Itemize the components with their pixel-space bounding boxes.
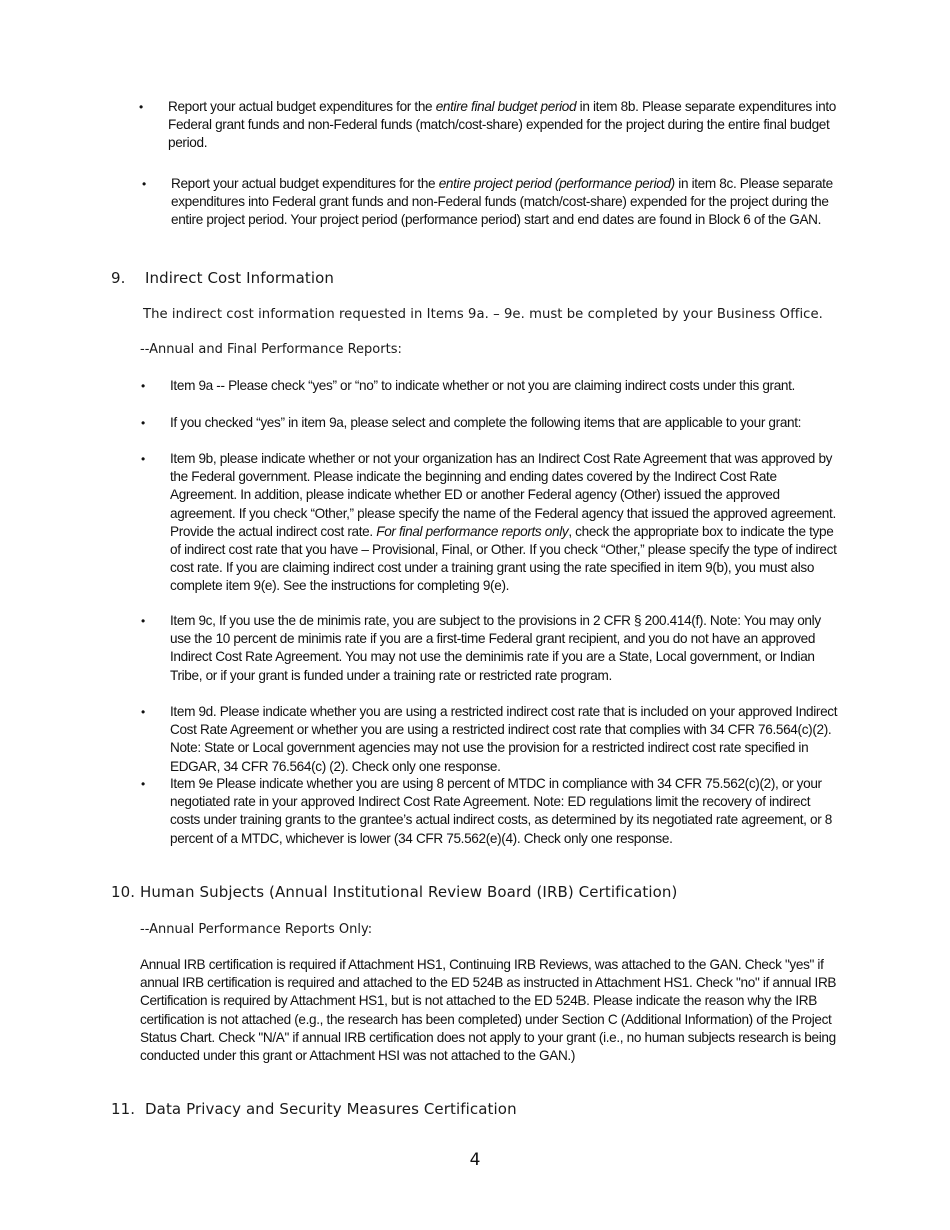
bullet-icon: •	[141, 416, 145, 430]
subheading: --Annual Performance Reports Only:	[140, 922, 373, 937]
section-heading	[111, 882, 677, 902]
section-note: The indirect cost information requested in Items 9a. – 9e. must be completed by your Business Office.	[143, 307, 823, 322]
bullet-icon: •	[141, 379, 145, 393]
section-paragraph: Annual IRB certification is required if Attachment HS1, Continuing IRB Reviews, was attached to the GAN. Check "yes" if annual IRB certification is required and attached to the ED 524B as instructed in Attachment HS1. Check "no" if annual IRB Certification is required by Attachment HS1, but is not attached to the ED 524B. Please indicate the reason why the IRB certification is not attached (e.g., the research has been completed) under Section C (Additional Information) of the Project Status Chart. Check "N/A" if annual IRB certification does not apply to your grant (i.e., no human subjects research is being conducted under this grant or Attachment HSI was not attached to the GAN.)	[140, 957, 837, 1064]
bullet-icon: •	[142, 177, 146, 191]
page-number: 4	[469, 1150, 481, 1170]
section-number: 9.	[111, 269, 126, 287]
section-title: Indirect Cost Information	[145, 269, 335, 287]
list-item	[141, 612, 842, 685]
section-number: 10.	[111, 883, 136, 901]
bullet-text: If you checked “yes” in item 9a, please select and complete the following items that are applicable to your grant:	[170, 415, 802, 430]
list-item	[141, 377, 842, 395]
list-item	[141, 414, 842, 432]
list-item	[139, 98, 840, 153]
list-item	[141, 703, 842, 776]
bullet-text: Report your actual budget expenditures for the entire final budget period in item 8b. Please separate expenditures into Federal grant funds and non-Federal funds (match/cost-share) expended for the project during the entire final budget period.	[168, 99, 836, 151]
bullet-icon: •	[141, 452, 145, 466]
section-title: Human Subjects (Annual Institutional Review Board (IRB) Certification)	[140, 883, 678, 901]
subheading: --Annual and Final Performance Reports:	[140, 342, 402, 357]
section-heading	[111, 268, 334, 288]
bullet-text: Report your actual budget expenditures for the entire project period (performance period) in item 8c. Please separate expenditures into Federal grant funds and non-Federal funds (match/cost-share) expended for the project during the entire project period. Your project period (performance period) start and end dates are found in Block 6 of the GAN.	[171, 176, 833, 228]
bullet-text: Item 9e Please indicate whether you are using 8 percent of MTDC in compliance with 34 CFR 75.562(c)(2), or your negotiated rate in your approved Indirect Cost Rate Agreement. Note: ED regulations limit the recovery of indirect costs under training grants to the grantee’s actual indirect costs, as determined by its negotiated rate agreement, or 8 percent of a MTDC, whichever is lower (34 CFR 75.562(e)(4). Check only one response.	[170, 776, 833, 846]
list-item	[141, 450, 842, 596]
bullet-icon: •	[139, 100, 143, 114]
bullet-text: Item 9a -- Please check “yes” or “no” to indicate whether or not you are claiming indirect costs under this grant.	[170, 378, 795, 393]
section-title: Data Privacy and Security Measures Certification	[145, 1100, 517, 1118]
bullet-icon: •	[141, 614, 145, 628]
bullet-text: Item 9c, If you use the de minimis rate, you are subject to the provisions in 2 CFR § 200.414(f). Note: You may only use the 10 percent de minimis rate if you are a first-time Federal grant recipient, and you do not have an approved Indirect Cost Rate Agreement. You may not use the deminimis rate if you are a State, Local government, or Indian Tribe, or if your grant is funded under a training rate or restricted rate program.	[170, 613, 821, 683]
bullet-text: Item 9d. Please indicate whether you are using a restricted indirect cost rate that is included on your approved Indirect Cost Rate Agreement or whether you are using a restricted indirect cost rate that complies with 34 CFR 76.564(c)(2). Note: State or Local government agencies may not use the provision for a restricted indirect cost rate specified in EDGAR, 34 CFR 76.564(c) (2). Check only one response.	[170, 704, 838, 774]
section-number: 11.	[111, 1100, 136, 1118]
bullet-icon: •	[141, 705, 145, 719]
bullet-icon: •	[141, 777, 145, 791]
section-heading	[111, 1099, 517, 1119]
bullet-text: Item 9b, please indicate whether or not your organization has an Indirect Cost Rate Agreement that was approved by the Federal government. Please indicate the beginning and ending dates covered by the Indirect Cost Rate Agreement. In addition, please indicate whether ED or another Federal agency (Other) issued the approved agreement. If you check “Other,” please specify the name of the Federal agency that issued the approved agreement. Provide the actual indirect cost rate. For final performance reports only, check the appropriate box to indicate the type of indirect cost rate that you have – Provisional, Final, or Other. If you check “Other,” please specify the type of indirect cost rate. If you are claiming indirect cost under a training grant using the rate specified in item 9(b), you must also complete item 9(e). See the instructions for completing 9(e).	[170, 451, 837, 594]
list-item	[141, 775, 842, 848]
list-item	[142, 175, 841, 230]
